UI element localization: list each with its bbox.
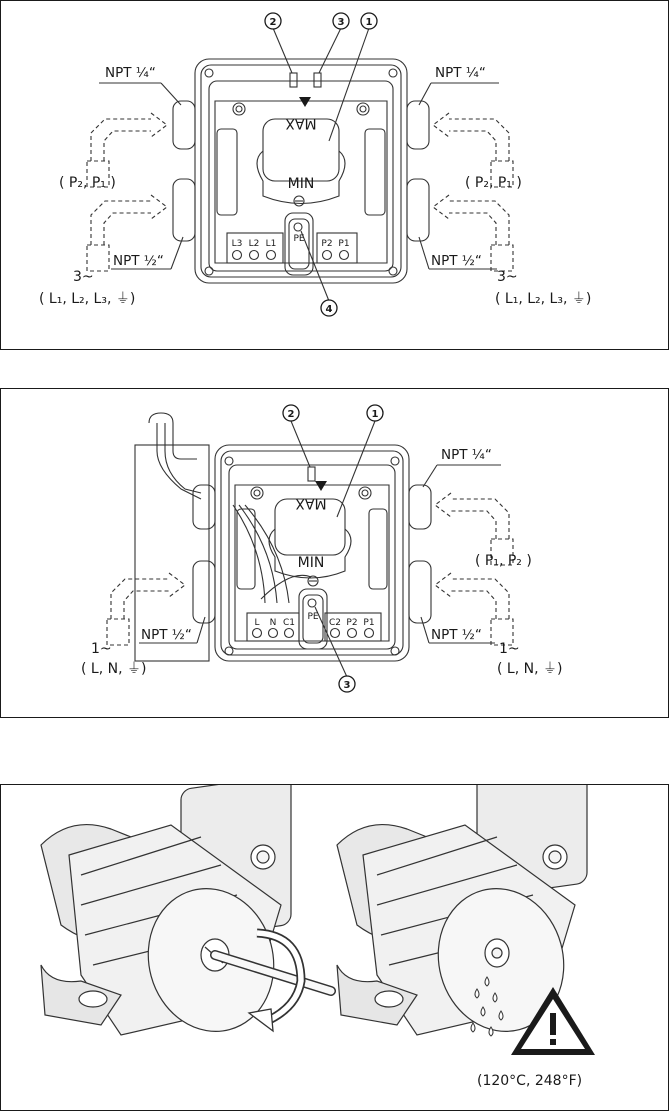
- npt-half-right-label: NPT ½“: [431, 253, 482, 269]
- svg-text:3: 3: [337, 17, 345, 28]
- npt-half-right-label: NPT ½“: [431, 627, 482, 643]
- max-label: MAX: [285, 115, 317, 131]
- lines-left-label: ( L₁, L₂, L₃, ⏚): [39, 291, 136, 307]
- svg-text:2: 2: [287, 409, 295, 420]
- gland-npt-quarter-right: [407, 101, 429, 149]
- terminal-p2: P2: [321, 239, 333, 249]
- gland-npt-half-left: [173, 179, 195, 241]
- gland-npt-quarter-right: [409, 485, 431, 529]
- npt-quarter-right-label: NPT ¼“: [441, 447, 492, 463]
- max-label: MAX: [295, 495, 327, 511]
- pump-left: [41, 785, 291, 1046]
- phase-right-label: 3~: [497, 269, 518, 285]
- svg-text:3: 3: [343, 680, 351, 691]
- lines-left-label: ( L, N, ⏚): [81, 661, 147, 677]
- housing-outer: [215, 445, 409, 661]
- gland-npt-half-right: [409, 561, 431, 623]
- min-label: MIN: [287, 176, 315, 192]
- gland-npt-half-right: [407, 179, 429, 241]
- terminal-c2: C2: [328, 618, 342, 628]
- single-phase-terminal-box-diagram: [1, 389, 669, 719]
- terminal-pe: PE: [307, 612, 319, 622]
- phase-left-label: 3~: [73, 269, 94, 285]
- sensor-marker-2: [290, 73, 297, 87]
- pressure-right-label: ( P₁, P₂ ): [475, 553, 532, 569]
- temperature-note: (120°C, 248°F): [477, 1073, 583, 1089]
- terminal-l2: L2: [248, 239, 260, 249]
- svg-text:1: 1: [365, 17, 373, 28]
- pump-venting-illustration: [1, 785, 669, 1112]
- terminal-l3: L3: [231, 239, 243, 249]
- terminal-p1: P1: [363, 618, 375, 628]
- npt-half-left-label: NPT ½“: [141, 627, 192, 643]
- cable-l-left-half: [111, 579, 169, 619]
- pump-venting-illustration-panel: [0, 784, 669, 1111]
- lines-right-label: ( L, N, ⏚): [497, 661, 563, 677]
- svg-text:2: 2: [269, 17, 277, 28]
- svg-text:1: 1: [371, 409, 379, 420]
- cable-l-left-half: [91, 201, 151, 245]
- cable-l-right-half: [451, 579, 509, 619]
- cable-l-right-half: [449, 201, 509, 245]
- terminal-p2: P2: [346, 618, 358, 628]
- pressure-right-label: ( P₂, P₁ ): [465, 175, 522, 191]
- phase-left-label: 1~: [91, 641, 112, 657]
- svg-text:4: 4: [325, 304, 333, 315]
- level-triangle-icon: [315, 481, 327, 491]
- single-phase-terminal-box-panel: [0, 388, 669, 718]
- min-label: MIN: [297, 555, 325, 571]
- npt-half-left-label: NPT ½“: [113, 253, 164, 269]
- sensor-marker-2: [308, 467, 315, 481]
- cable-p-right-quarter: [451, 499, 509, 539]
- terminal-p1: P1: [338, 239, 350, 249]
- three-phase-terminal-box-panel: [0, 0, 669, 350]
- sensor-marker-3: [314, 73, 321, 87]
- cable-p-left-quarter: [91, 119, 151, 161]
- npt-quarter-left-label: NPT ¼“: [105, 65, 156, 81]
- level-triangle-icon: [299, 97, 311, 107]
- terminal-c1: C1: [282, 618, 296, 628]
- cable-p-right-quarter: [449, 119, 509, 161]
- gland-npt-quarter-left: [173, 101, 195, 149]
- terminal-pe: PE: [293, 234, 305, 244]
- terminal-l1: L1: [265, 239, 277, 249]
- npt-quarter-right-label: NPT ¼“: [435, 65, 486, 81]
- pressure-left-label: ( P₂, P₁ ): [59, 175, 116, 191]
- three-phase-terminal-box-diagram: [1, 1, 669, 351]
- terminal-n: N: [269, 618, 277, 628]
- terminal-l: L: [254, 618, 260, 628]
- lines-right-label: ( L₁, L₂, L₃, ⏚): [495, 291, 592, 307]
- gland-npt-half-left: [193, 561, 215, 623]
- phase-right-label: 1~: [499, 641, 520, 657]
